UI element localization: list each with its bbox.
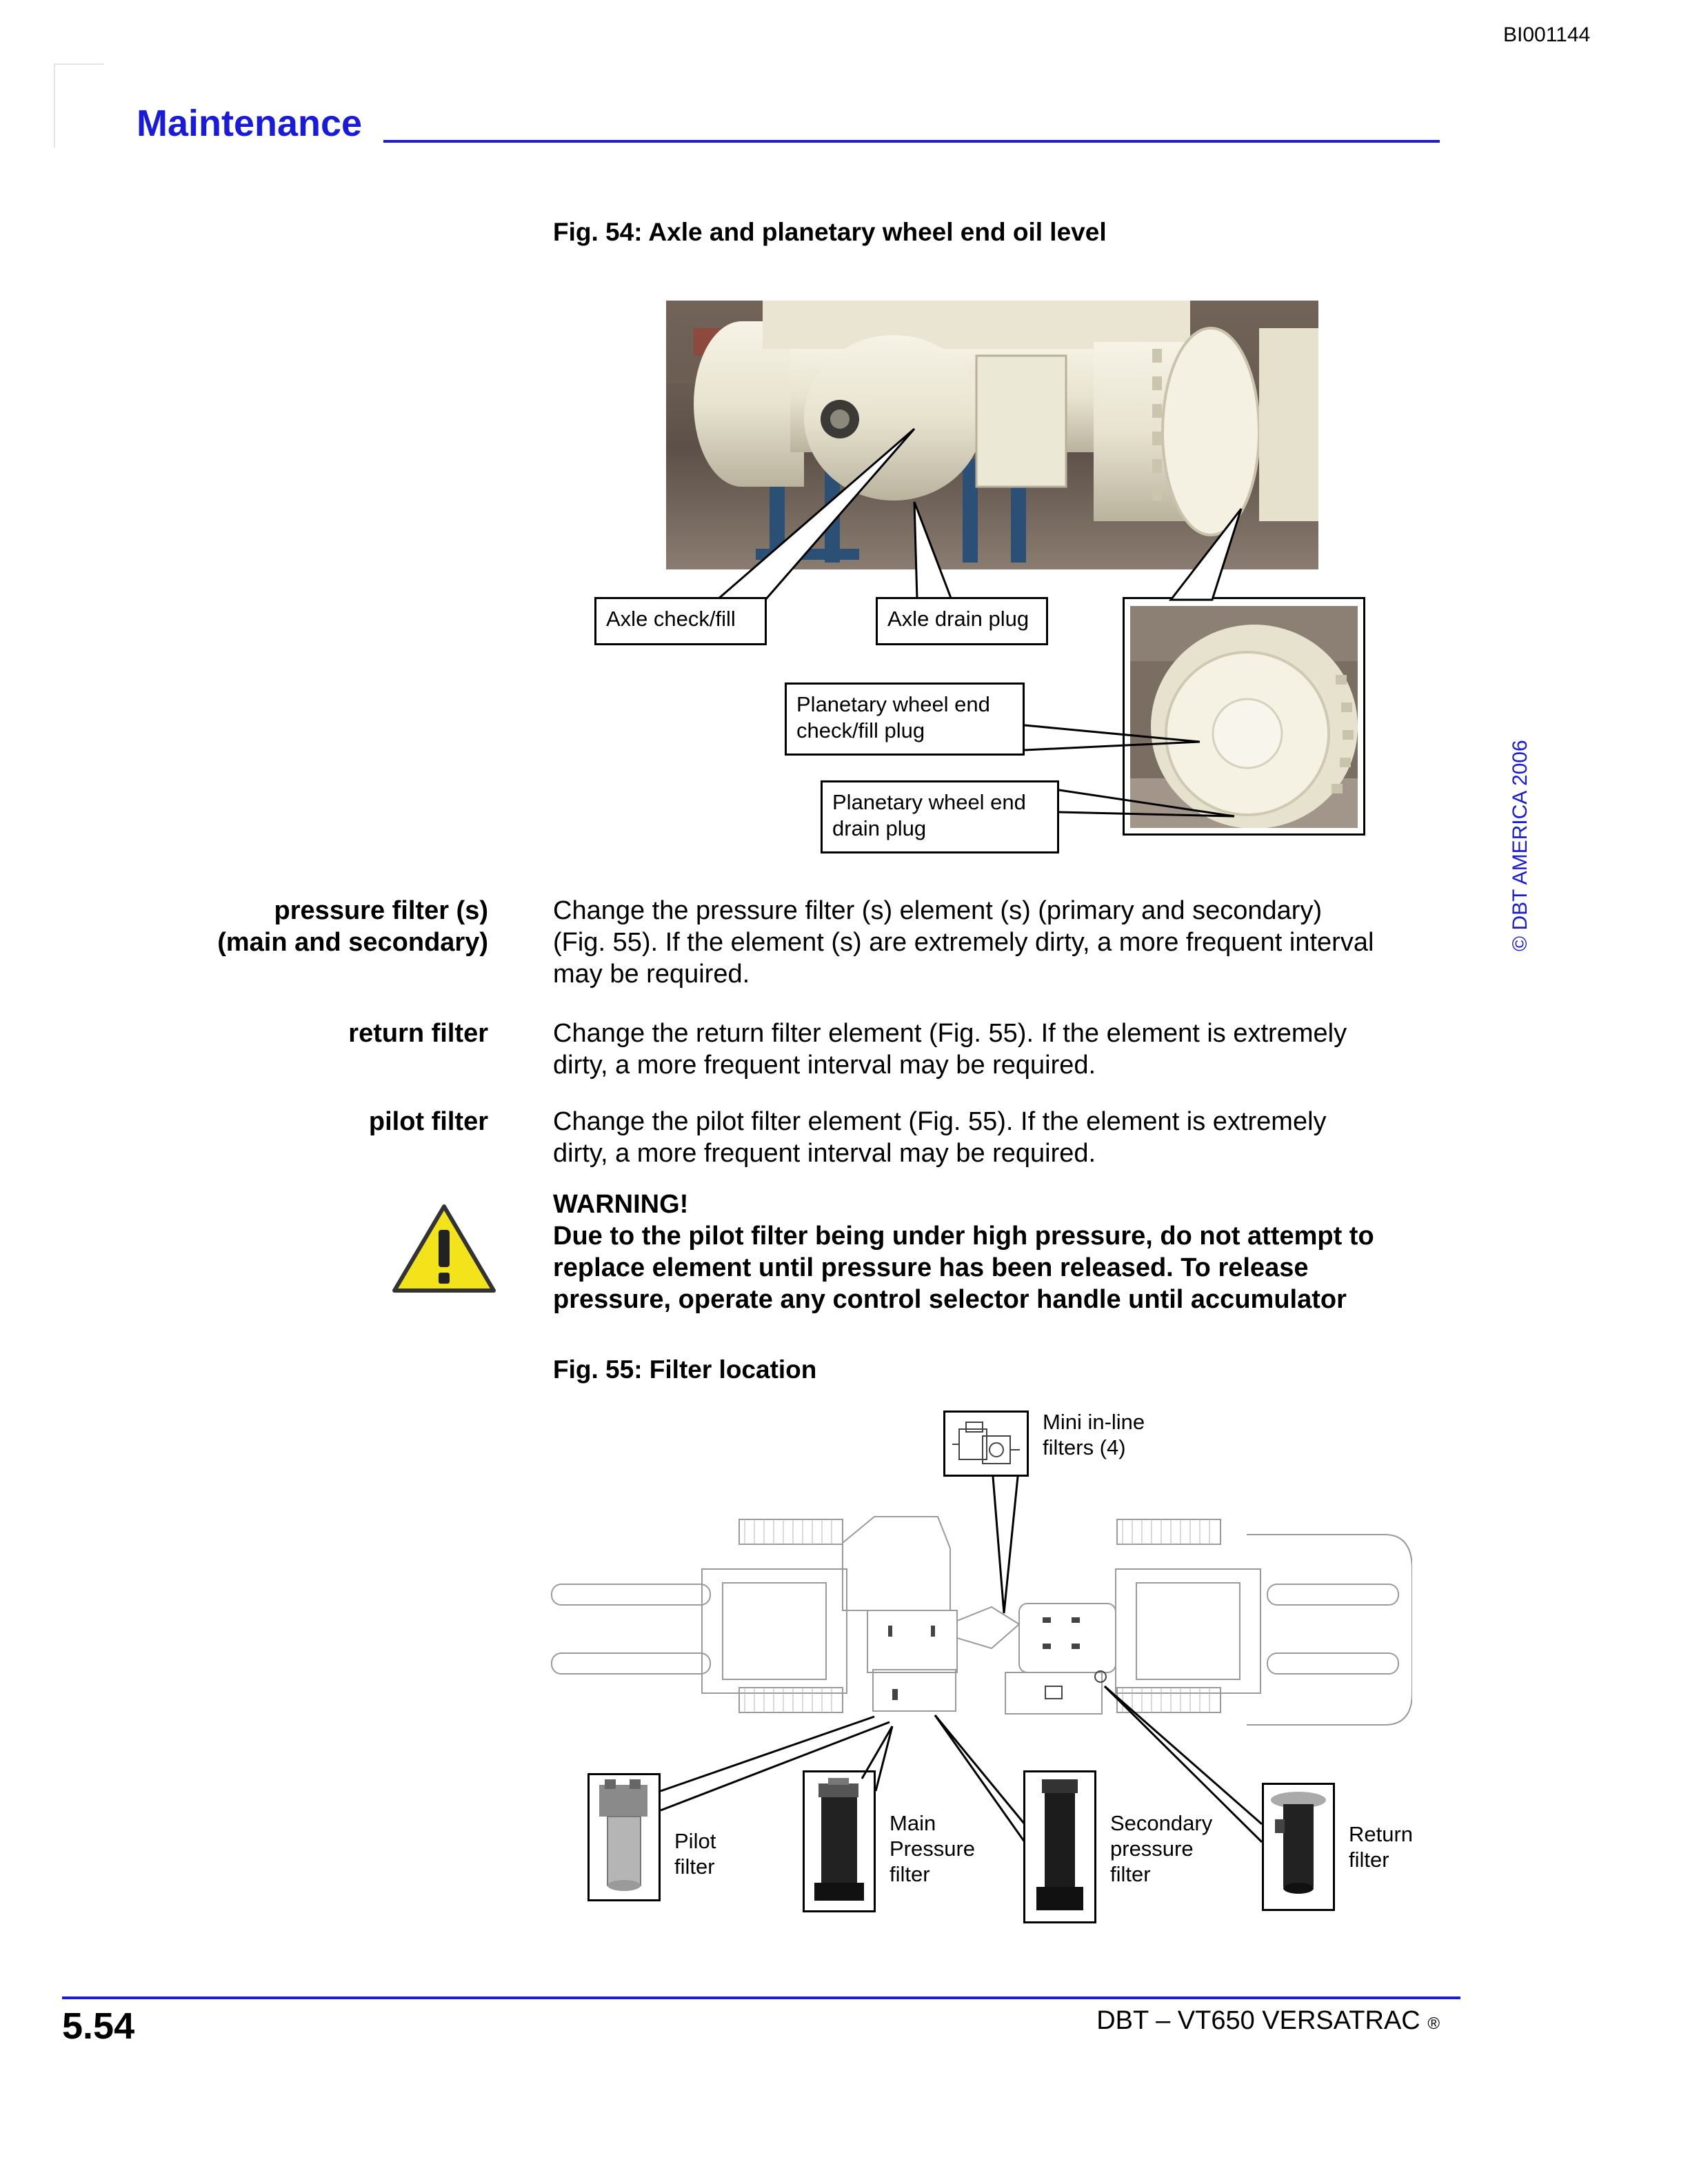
text-pressure-filter-line3: may be required. (553, 960, 750, 989)
text-pilot-filter-line2: dirty, a more frequent interval may be required. (553, 1139, 1096, 1168)
label-secondary-pressure-filter-line3: filter (1110, 1862, 1151, 1886)
text-return-filter-line1: Change the return filter element (Fig. 55). If the element is extremely (553, 1019, 1347, 1048)
warning-line1: Due to the pilot filter being under high pressure, do not attempt to (553, 1222, 1374, 1251)
callout-axle-drain-plug-text: Axle drain plug (887, 607, 1029, 631)
callout-planetary-drain-line2: drain plug (832, 816, 927, 840)
text-pilot-filter-line1: Change the pilot filter element (Fig. 55). If the element is extremely (553, 1107, 1327, 1136)
warning-line2: replace element until pressure has been released. To release (553, 1253, 1309, 1282)
callout-axle-check-fill-text: Axle check/fill (606, 607, 736, 631)
registered-mark: ® (1427, 2014, 1440, 2033)
label-pilot-filter-fig-line2: filter (674, 1854, 715, 1879)
label-mini-inline-filters-line2: filters (4) (1043, 1435, 1126, 1459)
fig55-caption: Fig. 55: Filter location (553, 1355, 817, 1384)
footer-title-text: DBT – VT650 VERSATRAC (1096, 2006, 1420, 2035)
footer-rule (62, 1996, 1460, 1999)
footer-title (1096, 2006, 1440, 2036)
text-pressure-filter-line2: (Fig. 55). If the element (s) are extremely dirty, a more frequent interval (553, 928, 1374, 957)
label-main-pressure-filter-line1: Main (890, 1811, 936, 1835)
text-pressure-filter-line1: Change the pressure filter (s) element (s) (primary and secondary) (553, 896, 1323, 925)
callout-planetary-drain-line1: Planetary wheel end (832, 790, 1026, 814)
label-pressure-filter-line1: pressure filter (s) (274, 896, 488, 925)
warning-line3: pressure, operate any control selector handle until accumulator (553, 1285, 1347, 1314)
fig54-caption: Fig. 54: Axle and planetary wheel end oil level (553, 218, 1107, 246)
label-return-filter-fig-line1: Return (1349, 1822, 1414, 1846)
document-id: BI001144 (1503, 23, 1591, 46)
section-title: Maintenance (137, 103, 363, 144)
text-return-filter-line2: dirty, a more frequent interval may be required. (553, 1051, 1096, 1080)
page-number: 5.54 (62, 2005, 135, 2047)
warning-heading: WARNING! (553, 1190, 689, 1219)
label-pressure-filter-line2: (main and secondary) (217, 928, 488, 957)
label-return-filter-line1: return filter (348, 1019, 488, 1048)
label-main-pressure-filter-line3: filter (890, 1862, 930, 1886)
label-pilot-filter-fig-line1: Pilot (674, 1829, 716, 1853)
label-pilot-filter-line1: pilot filter (368, 1107, 488, 1136)
label-secondary-pressure-filter-line1: Secondary (1110, 1811, 1213, 1835)
callout-planetary-check-fill-line2: check/fill plug (796, 718, 925, 742)
copyright-notice: © DBT AMERICA 2006 (1509, 740, 1531, 951)
label-main-pressure-filter-line2: Pressure (890, 1837, 976, 1861)
label-secondary-pressure-filter-line2: pressure (1110, 1837, 1194, 1861)
label-mini-inline-filters-line1: Mini in-line (1043, 1410, 1145, 1434)
label-return-filter-fig-line2: filter (1349, 1848, 1389, 1872)
callout-planetary-check-fill-line1: Planetary wheel end (796, 692, 990, 716)
